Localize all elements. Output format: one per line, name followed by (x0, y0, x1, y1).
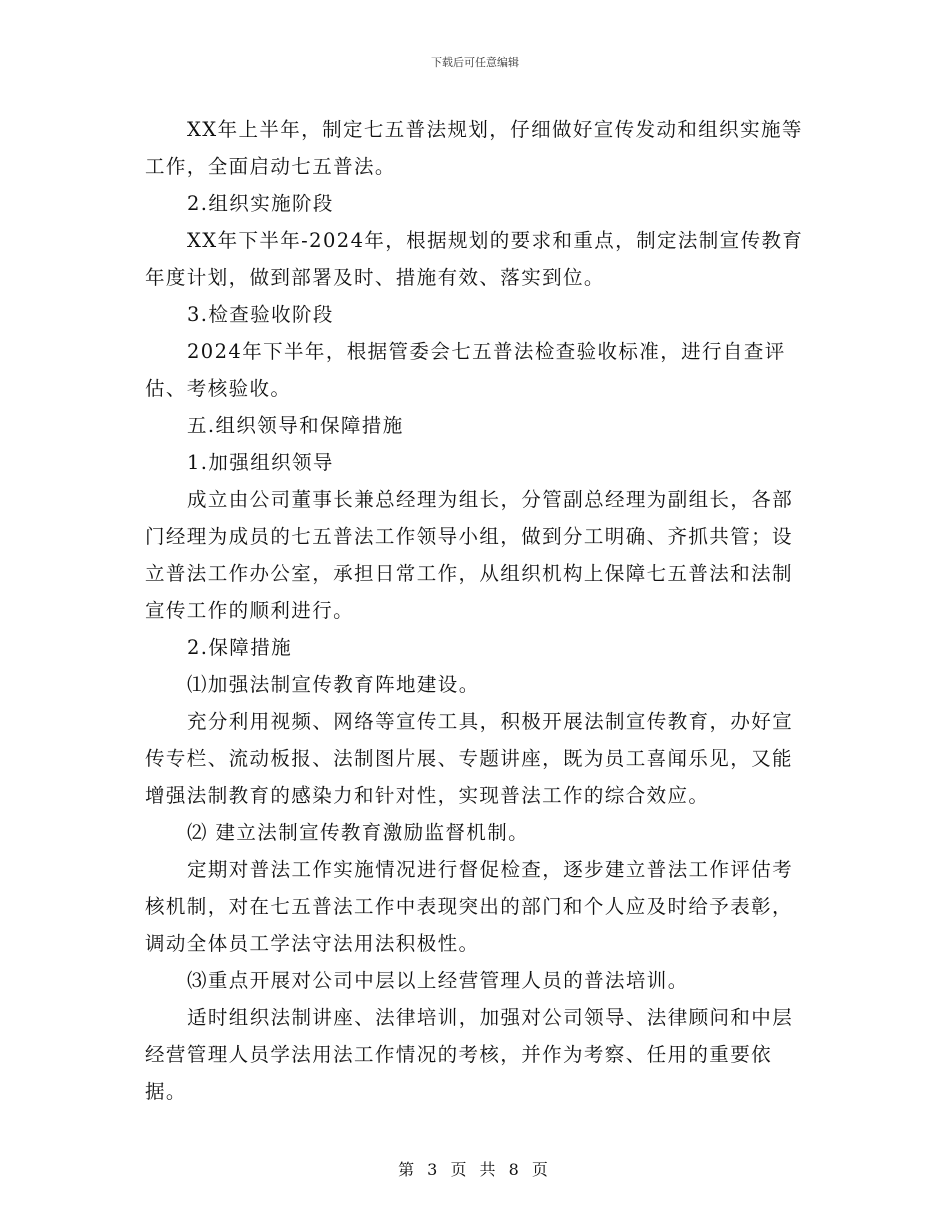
paragraph: 定期对普法工作实施情况进行督促检查，逐步建立普法工作评估考核机制，对在七五普法工作中表现突出的部门和个人应及时给予表彰，调动全体员工学法守法用法积极性。 (145, 858, 794, 955)
paragraph: 2024年下半年，根据管委会七五普法检查验收标准，进行自查评估、考核验收。 (145, 340, 786, 400)
paragraph: 适时组织法制讲座、法律培训，加强对公司领导、法律顾问和中层经营管理人员学法用法工作情况的考核，并作为考察、任用的重要依据。 (145, 1006, 794, 1103)
section-heading: 3.检查验收阶段 (187, 303, 334, 326)
page-header: 下载后可任意编辑 (431, 56, 519, 69)
paragraph: XX年下半年-2024年，根据规划的要求和重点，制定法制宣传教育年度计划，做到部署及时、措施有效、落实到位。 (145, 229, 804, 289)
subsection-heading: ⑶重点开展对公司中层以上经营管理人员的普法培训。 (187, 969, 689, 992)
paragraph: 成立由公司董事长兼总经理为组长，分管副总经理为副组长，各部门经理为成员的七五普法工作领导小组，做到分工明确、齐抓共管；设立普法工作办公室，承担日常工作，从组织机构上保障七五普法和法制宣传工作的顺利进行。 (145, 488, 794, 622)
section-heading: 五.组织领导和保障措施 (187, 414, 404, 437)
section-heading: 2.组织实施阶段 (187, 192, 334, 215)
section-heading: 2.保障措施 (187, 636, 293, 659)
subsection-heading: ⑴加强法制宣传教育阵地建设。 (187, 673, 480, 696)
paragraph: XX年上半年，制定七五普法规划，仔细做好宣传发动和组织实施等工作，全面启动七五普法。 (145, 118, 803, 178)
document-body (145, 111, 805, 1110)
section-heading: 1.加强组织领导 (187, 451, 334, 474)
page-footer: 第 3 页 共 8 页 (398, 1160, 552, 1179)
subsection-heading: ⑵ 建立法制宣传教育激励监督机制。 (187, 821, 529, 844)
paragraph: 充分利用视频、网络等宣传工具，积极开展法制宣传教育，办好宣传专栏、流动板报、法制图片展、专题讲座，既为员工喜闻乐见，又能增强法制教育的感染力和针对性，实现普法工作的综合效应。 (145, 710, 794, 807)
